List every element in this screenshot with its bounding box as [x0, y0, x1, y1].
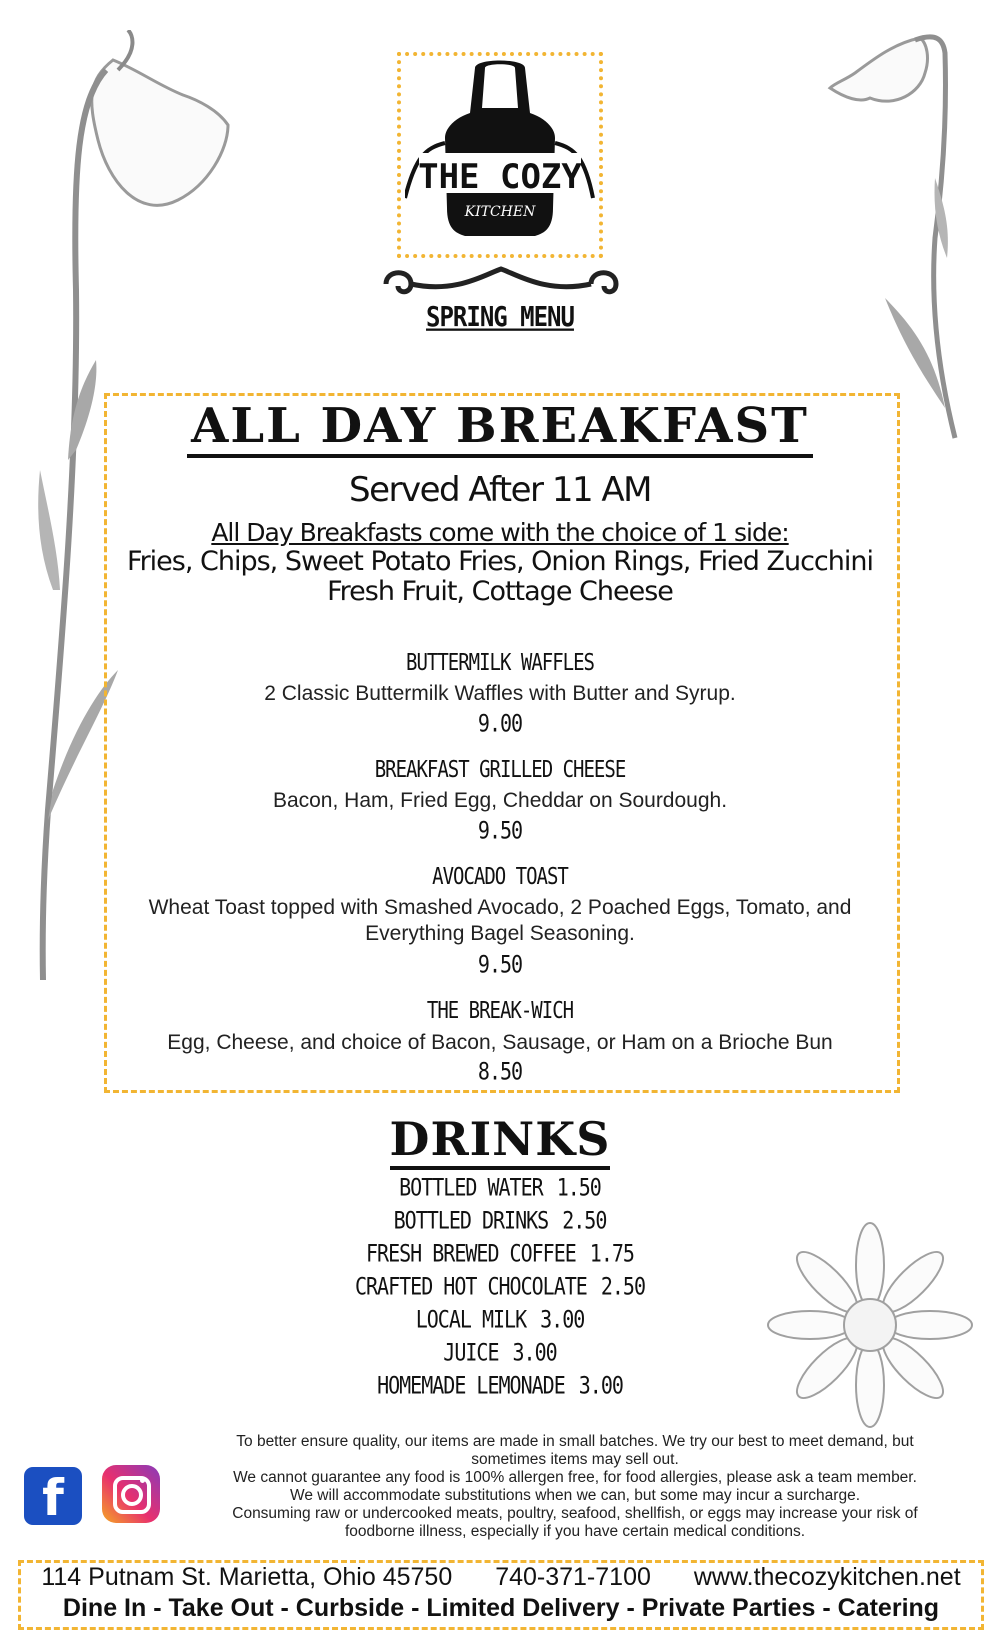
menu-item-price: 9.50: [477, 949, 523, 979]
side-options-line2: Fresh Fruit, Cottage Cheese: [327, 576, 673, 607]
drink-item: [0, 1338, 1000, 1367]
drink-price: 1.50: [556, 1172, 601, 1202]
menu-item-price: 8.50: [477, 1056, 523, 1086]
menu-item-name: BUTTERMILK WAFFLES: [406, 649, 594, 677]
drink-name: BOTTLED DRINKS: [393, 1205, 549, 1235]
disclaimer-line: sometimes items may sell out.: [471, 1451, 679, 1468]
instagram-icon[interactable]: [102, 1465, 160, 1523]
drink-item: [0, 1305, 1000, 1334]
disclaimer-line: foodborne illness, especially if you have certain medical conditions.: [344, 1523, 806, 1540]
disclaimer-line: We cannot guarantee any food is 100% allergen free, for food allergies, please ask a team member.: [233, 1469, 917, 1486]
menu-item-description: Wheat Toast topped with Smashed Avocado, 2 Poached Eggs, Tomato, and Everything Bagel Seasoning.: [148, 896, 852, 945]
drink-price: 1.75: [589, 1238, 634, 1268]
disclaimer-line: To better ensure quality, our items are made in small batches. We try our best to meet demand, but: [236, 1433, 914, 1450]
menu-item-name: THE BREAK-WICH: [426, 997, 574, 1025]
drink-name: BOTTLED WATER: [399, 1172, 543, 1202]
menu-season-title: SPRING MENU: [426, 300, 574, 334]
apron-logo: [405, 58, 595, 253]
disclaimer-line: We will accommodate substitutions when we can, but some may incur a surcharge.: [289, 1487, 861, 1504]
disclaimer-text: [200, 1433, 950, 1541]
drink-name: JUICE: [443, 1337, 499, 1367]
menu-item-price: 9.50: [477, 815, 523, 845]
side-options-line1: Fries, Chips, Sweet Potato Fries, Onion Rings, Fried Zucchini: [127, 546, 873, 577]
drink-price: 3.00: [540, 1304, 585, 1334]
breakfast-title: [0, 398, 1000, 454]
drinks-title-text: DRINKS: [390, 1112, 611, 1170]
facebook-icon[interactable]: f: [24, 1467, 82, 1525]
breakfast-title-text: ALL DAY BREAKFAST: [187, 398, 813, 458]
drink-item: [0, 1371, 1000, 1400]
drink-name: CRAFTED HOT CHOCOLATE: [354, 1271, 587, 1301]
menu-item-price: 9.00: [477, 708, 523, 738]
menu-item-description: Bacon, Ham, Fried Egg, Cheddar on Sourdough.: [272, 789, 728, 812]
contact-info: [18, 1563, 984, 1592]
phone-number[interactable]: 740-371-7100: [495, 1563, 651, 1591]
drink-item: [0, 1239, 1000, 1268]
logo-text-line2: KITCHEN: [464, 204, 536, 220]
menu-item-description: Egg, Cheese, and choice of Bacon, Sausage, or Ham on a Brioche Bun: [167, 1031, 833, 1054]
drink-name: HOMEMADE LEMONADE: [377, 1370, 565, 1400]
drink-item: [0, 1173, 1000, 1202]
drink-name: FRESH BREWED COFFEE: [366, 1238, 576, 1268]
side-choice-heading: All Day Breakfasts come with the choice of 1 side:: [211, 518, 789, 547]
disclaimer-line: Consuming raw or undercooked meats, poultry, seafood, shellfish, or eggs may increase your risk of: [232, 1505, 918, 1522]
drinks-title: [0, 1112, 1000, 1166]
drink-name: LOCAL MILK: [415, 1304, 527, 1334]
menu-item-name: BREAKFAST GRILLED CHEESE: [374, 756, 626, 784]
menu-item-name: AVOCADO TOAST: [432, 863, 568, 891]
drink-price: 2.50: [600, 1271, 646, 1301]
drink-price: 3.00: [578, 1370, 623, 1400]
right-bellflower-illustration: [825, 18, 965, 448]
served-time: Served After 11 AM: [348, 470, 652, 510]
drink-item: [0, 1272, 1000, 1301]
drink-item: [0, 1206, 1000, 1235]
logo-text-line1: THE COZY: [418, 157, 582, 197]
address: 114 Putnam St. Marietta, Ohio 45750: [41, 1563, 453, 1591]
swirl-ornament: [376, 264, 626, 304]
menu-item-description: 2 Classic Buttermilk Waffles with Butter and Syrup.: [264, 682, 736, 705]
drink-price: 3.00: [512, 1337, 557, 1367]
website-link[interactable]: www.thecozykitchen.net: [693, 1563, 961, 1591]
drink-price: 2.50: [562, 1205, 607, 1235]
services-list: Dine In - Take Out - Curbside - Limited Delivery - Private Parties - Catering: [62, 1594, 940, 1622]
